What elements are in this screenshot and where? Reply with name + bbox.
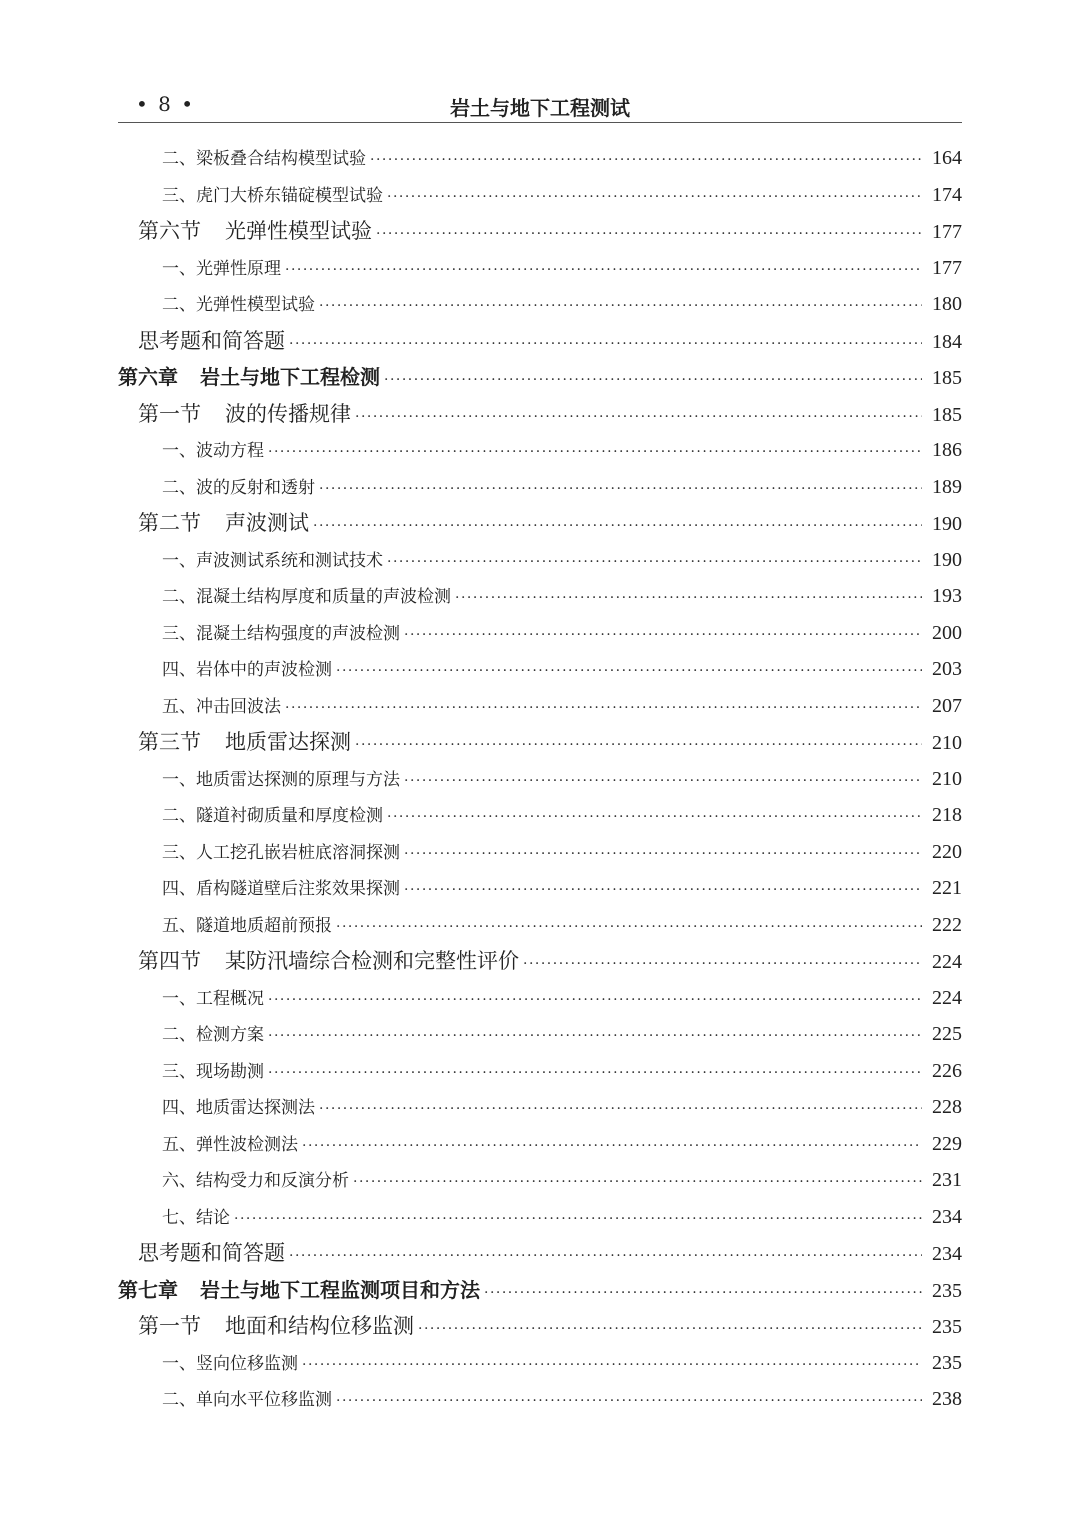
toc-page-number: 190 xyxy=(932,513,962,535)
toc-entry-title: 思考题和简答题 xyxy=(138,328,285,353)
dot-leader xyxy=(384,362,922,399)
toc-entry-title: 二、单向水平位移监测 xyxy=(162,1390,332,1410)
toc-entry-label xyxy=(118,724,351,761)
toc-page-number: 210 xyxy=(932,767,962,790)
toc-entry-chapter xyxy=(118,1272,962,1309)
toc-entry-item xyxy=(118,542,962,579)
dot-leader xyxy=(353,1164,922,1201)
section-number: 第三节 xyxy=(138,730,201,754)
toc-entry-label xyxy=(118,396,351,433)
toc-entry-title: 声波测试 xyxy=(225,511,309,535)
dot-leader xyxy=(418,1311,922,1348)
dot-leader xyxy=(387,544,922,581)
section-number: 第二节 xyxy=(138,511,201,535)
toc-entry-item xyxy=(118,907,962,944)
dot-leader xyxy=(319,1091,922,1128)
toc-page-number: 220 xyxy=(932,840,962,863)
toc-entry-item xyxy=(118,469,962,506)
toc-entry-label xyxy=(118,835,400,872)
toc-entry-item xyxy=(118,1016,962,1053)
toc-page-number: 174 xyxy=(932,183,962,206)
toc-page-number: 190 xyxy=(932,548,962,571)
toc-page-number: 225 xyxy=(932,1023,962,1045)
toc-entry-label xyxy=(118,359,380,396)
toc-entry-title: 二、隧道衬砌质量和厚度检测 xyxy=(162,806,383,826)
toc-entry-title: 四、岩体中的声波检测 xyxy=(162,660,332,680)
dot-leader xyxy=(313,508,922,545)
toc-entry-item xyxy=(118,1199,962,1236)
toc-entry-label xyxy=(118,470,315,507)
toc-page-number: 235 xyxy=(932,1351,962,1374)
toc-entry-item xyxy=(118,286,962,323)
dot-leader xyxy=(387,179,922,216)
toc-entry-title: 七、结论 xyxy=(162,1207,230,1228)
toc-entry-label xyxy=(118,543,383,580)
dot-leader xyxy=(268,1055,922,1092)
dot-leader xyxy=(355,399,922,436)
toc-entry-title: 二、混凝土结构厚度和质量的声波检测 xyxy=(162,587,451,607)
toc-entry-title: 五、冲击回波法 xyxy=(162,696,281,717)
toc-page-number: 235 xyxy=(932,1279,962,1302)
dot-leader xyxy=(268,1018,922,1055)
toc-page-number: 228 xyxy=(932,1096,962,1118)
toc-entry-item xyxy=(118,688,962,725)
toc-entry-label xyxy=(118,323,285,360)
chapter-number: 第七章 xyxy=(118,1277,178,1302)
toc-entry-item xyxy=(118,177,962,214)
section-number: 第一节 xyxy=(138,1314,201,1338)
toc-entry-label xyxy=(118,943,519,980)
dot-leader xyxy=(404,836,922,873)
dot-leader xyxy=(268,434,922,471)
dot-leader xyxy=(302,1128,922,1165)
toc-entry-item xyxy=(118,797,962,834)
toc-entry-title: 三、混凝土结构强度的声波检测 xyxy=(162,623,400,644)
toc-entry-item xyxy=(118,1381,962,1418)
dot-leader xyxy=(319,471,922,508)
toc-entry-title: 四、地质雷达探测法 xyxy=(162,1098,315,1118)
toc-page-number: 221 xyxy=(932,877,962,899)
dot-leader xyxy=(289,326,922,363)
dot-leader xyxy=(234,1201,922,1238)
toc-entry-label xyxy=(118,1200,230,1237)
toc-entry-title: 一、竖向位移监测 xyxy=(162,1353,298,1374)
toc-entry-section xyxy=(118,396,962,433)
toc-page-number: 193 xyxy=(932,585,962,607)
toc-entry-title: 五、弹性波检测法 xyxy=(162,1134,298,1155)
toc-page-number: 234 xyxy=(932,1205,962,1228)
toc-entry-item xyxy=(118,834,962,871)
toc-entry-label xyxy=(118,579,451,616)
toc-entry-label xyxy=(118,1054,264,1091)
running-header xyxy=(118,84,962,123)
toc-entry-item xyxy=(118,140,962,177)
table-of-contents xyxy=(118,140,962,1418)
toc-page-number: 222 xyxy=(932,913,962,936)
toc-entry-section xyxy=(118,213,962,250)
toc-entry-label xyxy=(118,1382,332,1419)
toc-page-number: 210 xyxy=(932,732,962,754)
toc-entry-label xyxy=(118,798,383,835)
toc-page-number: 177 xyxy=(932,221,962,243)
dot-leader xyxy=(268,982,922,1019)
toc-entry-item xyxy=(118,250,962,287)
toc-entry-label xyxy=(118,981,264,1018)
toc-page-number: 207 xyxy=(932,694,962,717)
toc-entry-plain xyxy=(118,1235,962,1272)
toc-entry-title: 岩土与地下工程检测 xyxy=(200,365,380,389)
dot-leader xyxy=(387,799,922,836)
toc-entry-title: 二、检测方案 xyxy=(162,1025,264,1045)
toc-entry-item xyxy=(118,870,962,907)
dot-leader xyxy=(319,288,922,325)
toc-entry-label xyxy=(118,908,332,945)
toc-page-number: 200 xyxy=(932,621,962,644)
toc-page-number: 164 xyxy=(932,147,962,169)
toc-entry-label xyxy=(118,1090,315,1127)
dot-leader xyxy=(285,690,922,727)
toc-page-number: 184 xyxy=(932,330,962,353)
section-number: 第六节 xyxy=(138,219,201,243)
toc-entry-title: 地面和结构位移监测 xyxy=(225,1314,414,1338)
toc-page-number: 226 xyxy=(932,1059,962,1082)
dot-leader xyxy=(404,763,922,800)
toc-page-number: 189 xyxy=(932,475,962,498)
toc-entry-label xyxy=(118,433,264,470)
toc-entry-title: 二、梁板叠合结构模型试验 xyxy=(162,149,366,169)
toc-entry-item xyxy=(118,1053,962,1090)
toc-entry-label xyxy=(118,178,383,215)
toc-entry-section xyxy=(118,943,962,980)
toc-page-number: 235 xyxy=(932,1316,962,1338)
toc-entry-title: 三、虎门大桥东锚碇模型试验 xyxy=(162,185,383,206)
toc-entry-title: 一、波动方程 xyxy=(162,441,264,461)
toc-entry-title: 五、隧道地质超前预报 xyxy=(162,915,332,936)
toc-entry-title: 二、光弹性模型试验 xyxy=(162,295,315,315)
dot-leader xyxy=(484,1275,922,1312)
toc-entry-label xyxy=(118,762,400,799)
toc-entry-item xyxy=(118,432,962,469)
dot-leader xyxy=(336,653,922,690)
toc-entry-label xyxy=(118,141,366,178)
toc-entry-title: 思考题和简答题 xyxy=(138,1241,285,1265)
toc-entry-section xyxy=(118,505,962,542)
toc-page-number: 238 xyxy=(932,1388,962,1410)
book-title: 岩土与地下工程测试 xyxy=(450,96,630,120)
toc-page-number: 231 xyxy=(932,1169,962,1191)
toc-entry-title: 一、声波测试系统和测试技术 xyxy=(162,550,383,571)
toc-entry-label xyxy=(118,1308,414,1345)
dot-leader xyxy=(336,909,922,946)
dot-leader xyxy=(289,1238,922,1275)
toc-entry-title: 岩土与地下工程监测项目和方法 xyxy=(200,1277,480,1302)
toc-entry-title: 一、工程概况 xyxy=(162,988,264,1009)
toc-entry-title: 二、波的反射和透射 xyxy=(162,477,315,498)
page-number: • 8 • xyxy=(136,92,196,116)
toc-entry-item xyxy=(118,1089,962,1126)
toc-entry-label xyxy=(118,652,332,689)
toc-page-number: 218 xyxy=(932,804,962,826)
toc-entry-item xyxy=(118,980,962,1017)
toc-entry-label xyxy=(118,1163,349,1200)
toc-entry-title: 一、光弹性原理 xyxy=(162,258,281,279)
toc-entry-item xyxy=(118,761,962,798)
section-number: 第四节 xyxy=(138,949,201,973)
toc-page-number: 185 xyxy=(932,403,962,426)
toc-entry-label xyxy=(118,505,309,542)
toc-entry-item xyxy=(118,578,962,615)
chapter-number: 第六章 xyxy=(118,365,178,389)
toc-page-number: 185 xyxy=(932,367,962,389)
toc-entry-section xyxy=(118,1308,962,1345)
toc-entry-label xyxy=(118,1017,264,1054)
toc-entry-title: 四、盾构隧道壁后注浆效果探测 xyxy=(162,879,400,899)
dot-leader xyxy=(455,580,922,617)
toc-page-number: 224 xyxy=(932,986,962,1009)
dot-leader xyxy=(404,617,922,654)
toc-entry-title: 三、现场勘测 xyxy=(162,1061,264,1082)
toc-entry-label xyxy=(118,689,281,726)
toc-entry-title: 某防汛墙综合检测和完整性评价 xyxy=(225,949,519,973)
toc-entry-plain xyxy=(118,323,962,360)
toc-page-number: 186 xyxy=(932,439,962,461)
toc-entry-label xyxy=(118,1235,285,1272)
toc-entry-chapter xyxy=(118,359,962,396)
toc-page-number: 224 xyxy=(932,951,962,973)
toc-entry-section xyxy=(118,724,962,761)
dot-leader xyxy=(523,946,922,983)
toc-page-number: 177 xyxy=(932,256,962,279)
dot-leader xyxy=(370,142,922,179)
toc-entry-label xyxy=(118,1127,298,1164)
toc-entry-title: 波的传播规律 xyxy=(225,401,351,426)
dot-leader xyxy=(355,727,922,764)
dot-leader xyxy=(302,1347,922,1384)
toc-entry-item xyxy=(118,1162,962,1199)
dot-leader xyxy=(376,216,922,253)
toc-entry-title: 光弹性模型试验 xyxy=(225,219,372,243)
toc-entry-title: 地质雷达探测 xyxy=(225,730,351,754)
toc-entry-label xyxy=(118,251,281,288)
toc-page-number: 229 xyxy=(932,1132,962,1155)
toc-entry-title: 六、结构受力和反演分析 xyxy=(162,1171,349,1191)
dot-leader xyxy=(336,1383,922,1420)
toc-entry-item xyxy=(118,1345,962,1382)
toc-entry-item xyxy=(118,615,962,652)
toc-entry-label xyxy=(118,1346,298,1383)
dot-leader xyxy=(404,872,922,909)
toc-entry-item xyxy=(118,1126,962,1163)
section-number: 第一节 xyxy=(138,401,201,426)
toc-entry-label xyxy=(118,871,400,908)
toc-entry-item xyxy=(118,651,962,688)
toc-entry-label xyxy=(118,287,315,324)
toc-entry-label xyxy=(118,213,372,250)
dot-leader xyxy=(285,252,922,289)
toc-entry-title: 一、地质雷达探测的原理与方法 xyxy=(162,769,400,790)
toc-page-number: 180 xyxy=(932,293,962,315)
toc-entry-label xyxy=(118,616,400,653)
toc-page-number: 234 xyxy=(932,1243,962,1265)
toc-page-number: 203 xyxy=(932,658,962,680)
toc-entry-label xyxy=(118,1272,480,1309)
toc-entry-title: 三、人工挖孔嵌岩桩底溶洞探测 xyxy=(162,842,400,863)
